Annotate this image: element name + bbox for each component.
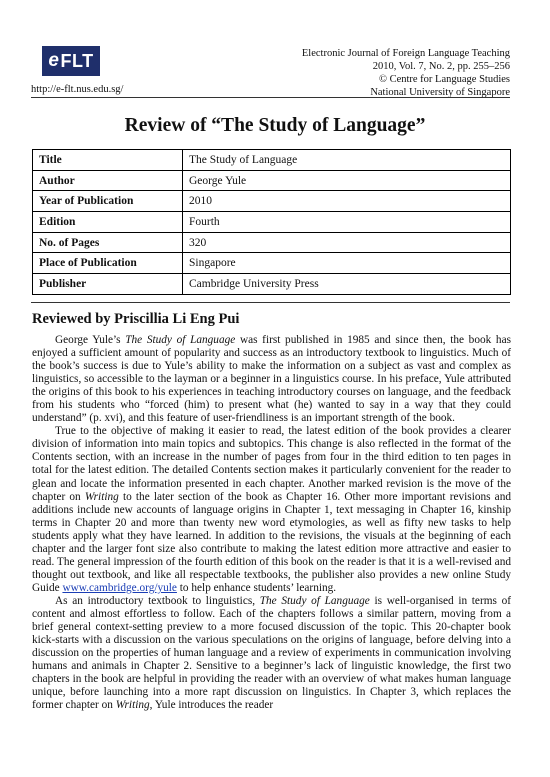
eflt-logo [42,46,100,76]
table-row [33,170,511,191]
logo-e: e [48,50,60,71]
chapter-name: Writing [84,490,119,503]
row-value: 320 [183,232,511,253]
journal-info [302,47,510,99]
paragraph [32,334,511,425]
journal-line: © Centre for Language Studies [378,74,510,85]
row-value: George Yule [183,170,511,191]
row-label: Edition [33,212,183,233]
row-value: Singapore [183,253,511,274]
book-title: The Study of Language [125,334,236,346]
table-row [33,150,511,171]
page-title: Review of “The Study of Language” [124,115,426,136]
table-row [33,232,511,253]
text: True to the objective of making it easier to read, the latest edition of the book provides a clearer division of information into main topics and subtopics. This change is also reflected in the format of the Contents section, with an increase in the number of pages from four in the third edition to ten pages in total for the latest edition. The detailed Contents section makes it particularly convenient for the reader to glean and locate the information presented in each chapter. Another marked revision is the move of the chapter on [32,425,511,503]
site-url: http://e-flt.nus.edu.sg/ [31,84,124,95]
row-label: Author [33,170,183,191]
chapter-name: Writing [115,699,150,712]
review-body [32,334,511,712]
row-label: Place of Publication [33,253,183,274]
text: is well-organised in terms of content and almost effortless to follow. Each of the chapters follows a similar pattern, moving from a brief general context-setting preview to a more focused discussion of the topic. This 20-chapter book kick-starts with a discussion on the various speculations on the origins of language, before delving into a discussion on the properties of human language and a review of experiments in communication involving humans and animals in Chapter 2. Sensitive to a beginner’s lack of linguistic knowledge, the first two chapters in the book are helpful in providing the reader with an overview of what makes human language unique, before launching into a more rapt discussion on linguistics. In Chapter 3, which replaces the former chapter on [32,594,511,712]
text: George Yule’s [55,334,126,346]
header-divider [31,97,510,98]
journal-line: 2010, Vol. 7, No. 2, pp. 255–256 [372,61,510,72]
row-label: No. of Pages [33,232,183,253]
text: was first published in 1985 and since then, the book has enjoyed a sufficient amount of popularity and success as an introductory textbook to linguistics. Much of the book’s success is due to Yule’s ability to make the information on a subject as vast and complex as linguistics, so accessible to the layman or a beginner in a linguistics course. In his preface, Yule attributed the origins of this book to his experiences in teaching introductory courses on language, and the feedback from his students who “forced (him) to present what (he) wanted to say in a way that they could understand” (p. xvi), and this feature of user-friendliness is an important strength of the book. [32,334,511,425]
row-label: Publisher [33,274,183,295]
book-title: The Study of Language [259,594,370,607]
row-value: The Study of Language [183,150,511,171]
paragraph [32,595,511,712]
table-row [33,253,511,274]
row-value: Fourth [183,212,511,233]
table-row [33,212,511,233]
paragraph [32,425,511,595]
book-info-table [32,149,511,295]
row-value: Cambridge University Press [183,274,511,295]
row-label: Title [33,150,183,171]
reviewer-heading: Reviewed by Priscillia Li Eng Pui [32,311,240,327]
journal-line: National University of Singapore [370,87,510,98]
logo-flt: FLT [60,50,94,71]
table-row [33,274,511,295]
text: , Yule introduces the reader [149,699,274,712]
table-row [33,191,511,212]
study-guide-link[interactable]: www.cambridge.org/yule [62,581,177,594]
section-divider [31,302,510,303]
text: As an introductory textbook to linguistics, [55,594,260,607]
journal-line: Electronic Journal of Foreign Language Teaching [301,48,510,59]
text: to the later section of the book as Chapter 16. Other more important revisions and additions include new accounts of language origins in Chapter 1, text messaging in Chapter 16, kinship terms in Chapter 20 and more than twenty new word etymologies, as well as fifty new tasks to help students apply what they have learned. In addition to the revisions, the visuals at the beginning of each chapter and the larger font size also contribute to making the latest edition more attractive and easier to read. The general impression of the fourth edition of this book on the reader is that it is a well-revised and thought out textbook, and like all respectable textbooks, the publisher also provides a new online Study Guide [32,490,511,594]
text: to help enhance students’ learning. [176,581,337,594]
row-label: Year of Publication [33,191,183,212]
row-value: 2010 [183,191,511,212]
